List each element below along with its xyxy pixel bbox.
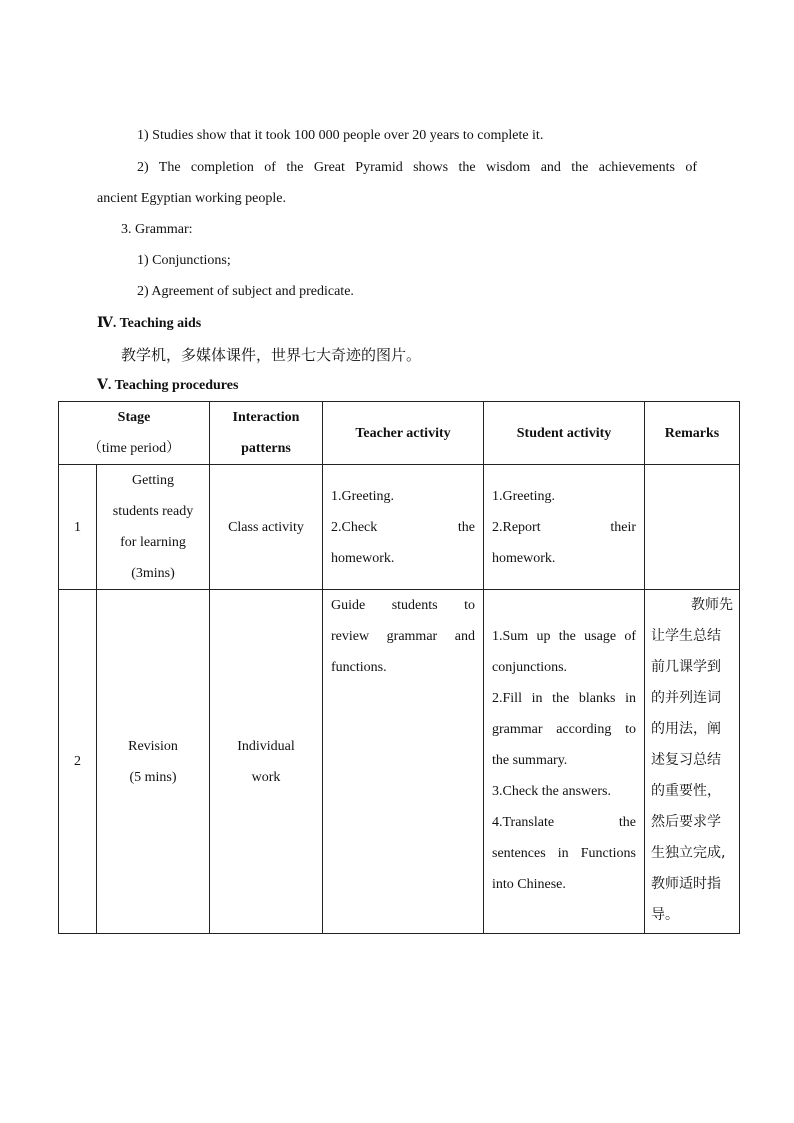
row-1-teacher-activity <box>323 465 484 590</box>
teaching-aids-content: 教学机，多媒体课件，世界七大奇迹的图片。 <box>121 346 422 364</box>
row-2-student-line: conjunctions. <box>492 660 568 675</box>
row-2-remarks <box>645 590 740 934</box>
row-1-stage-line: (3mins) <box>131 566 175 581</box>
row-2-stage-line: (5 mins) <box>129 769 177 785</box>
row-1-teacher-line: homework. <box>331 550 395 566</box>
row-1-remarks <box>645 465 740 590</box>
header-interaction-line-2: patterns <box>241 441 291 456</box>
table-row <box>59 465 740 590</box>
row-1-stage-line: for learning <box>120 535 186 550</box>
row-2-remarks-line: 让学生总结 <box>651 628 721 644</box>
row-1-student-line: 2.Report their <box>492 519 636 535</box>
row-2-teacher-line: functions. <box>331 660 387 675</box>
row-2-remarks-line: 教师先 <box>691 597 733 613</box>
objective-line-1: 1) Studies show that it took 100 000 people over 20 years to complete it. <box>137 128 544 143</box>
row-1-stage-line: Getting <box>132 473 174 488</box>
row-2-student-line: the summary. <box>492 753 568 768</box>
row-2-student-activity <box>484 590 645 934</box>
row-2-remarks-line: 生独立完成, <box>651 845 726 861</box>
table-row <box>59 590 740 934</box>
row-2-student-line: grammar according to <box>492 722 636 737</box>
objective-line-2: 2) The completion of the Great Pyramid shows the wisdom and the achievements of <box>137 160 697 175</box>
teaching-aids-heading: Ⅳ. Teaching aids <box>97 316 202 331</box>
grammar-heading: 3. Grammar: <box>121 222 193 237</box>
row-1-interaction: Class activity <box>210 465 323 590</box>
row-2-remarks-line: 前几课学到 <box>651 659 721 675</box>
row-2-student-line: 1.Sum up the usage of <box>492 629 636 644</box>
header-stage-sub: （time period） <box>87 441 181 456</box>
row-2-student-line: 4.Translate the <box>492 815 636 830</box>
row-2-interaction <box>210 590 323 934</box>
header-stage <box>59 402 210 465</box>
row-1-stage-line: students ready <box>112 504 194 519</box>
row-2-remarks-line: 述复习总结 <box>651 752 721 768</box>
header-student-activity: Student activity <box>484 402 645 465</box>
header-remarks: Remarks <box>645 402 740 465</box>
row-1-student-line: homework. <box>492 550 556 566</box>
row-2-interaction-line: Individual <box>237 738 295 754</box>
row-1-teacher-line: 2.Check the <box>331 519 475 535</box>
row-2-remarks-line: 教师适时指 <box>651 876 721 892</box>
grammar-item-2: 2) Agreement of subject and predicate. <box>137 284 354 299</box>
row-1-teacher-line: 1.Greeting. <box>331 488 394 504</box>
row-2-teacher-line: Guide students to <box>331 598 475 613</box>
grammar-item-1: 1) Conjunctions; <box>137 253 231 268</box>
row-1-student-activity <box>484 465 645 590</box>
row-1-number: 1 <box>59 465 97 590</box>
row-2-student-line: sentences in Functions <box>492 846 636 861</box>
row-2-remarks-line: 然后要求学 <box>651 814 721 830</box>
row-2-remarks-line: 的并列连词 <box>651 690 721 706</box>
row-2-remarks-line: 的重要性， <box>651 783 721 799</box>
teaching-procedures-heading: Ⅴ. Teaching procedures <box>97 378 239 393</box>
row-2-remarks-line: 导。 <box>651 907 679 923</box>
row-2-teacher-line: review grammar and <box>331 629 475 644</box>
row-2-remarks-line: 的用法，阐 <box>651 721 721 737</box>
row-2-number: 2 <box>59 590 97 934</box>
header-interaction <box>210 402 323 465</box>
header-teacher-activity: Teacher activity <box>323 402 484 465</box>
row-2-student-line: 3.Check the answers. <box>492 784 611 799</box>
row-2-stage <box>97 590 210 934</box>
objective-line-2-cont: ancient Egyptian working people. <box>97 191 286 206</box>
table-header-row <box>59 402 740 465</box>
row-2-student-line: 2.Fill in the blanks in <box>492 691 636 706</box>
row-1-student-line: 1.Greeting. <box>492 488 555 504</box>
row-2-stage-line: Revision <box>128 738 178 754</box>
row-2-teacher-activity <box>323 590 484 934</box>
header-interaction-line-1: Interaction <box>232 410 300 425</box>
header-stage-label: Stage <box>117 410 151 425</box>
row-2-student-line: into Chinese. <box>492 877 566 892</box>
row-1-stage <box>97 465 210 590</box>
procedures-table <box>58 401 740 934</box>
row-2-interaction-line: work <box>251 769 281 785</box>
